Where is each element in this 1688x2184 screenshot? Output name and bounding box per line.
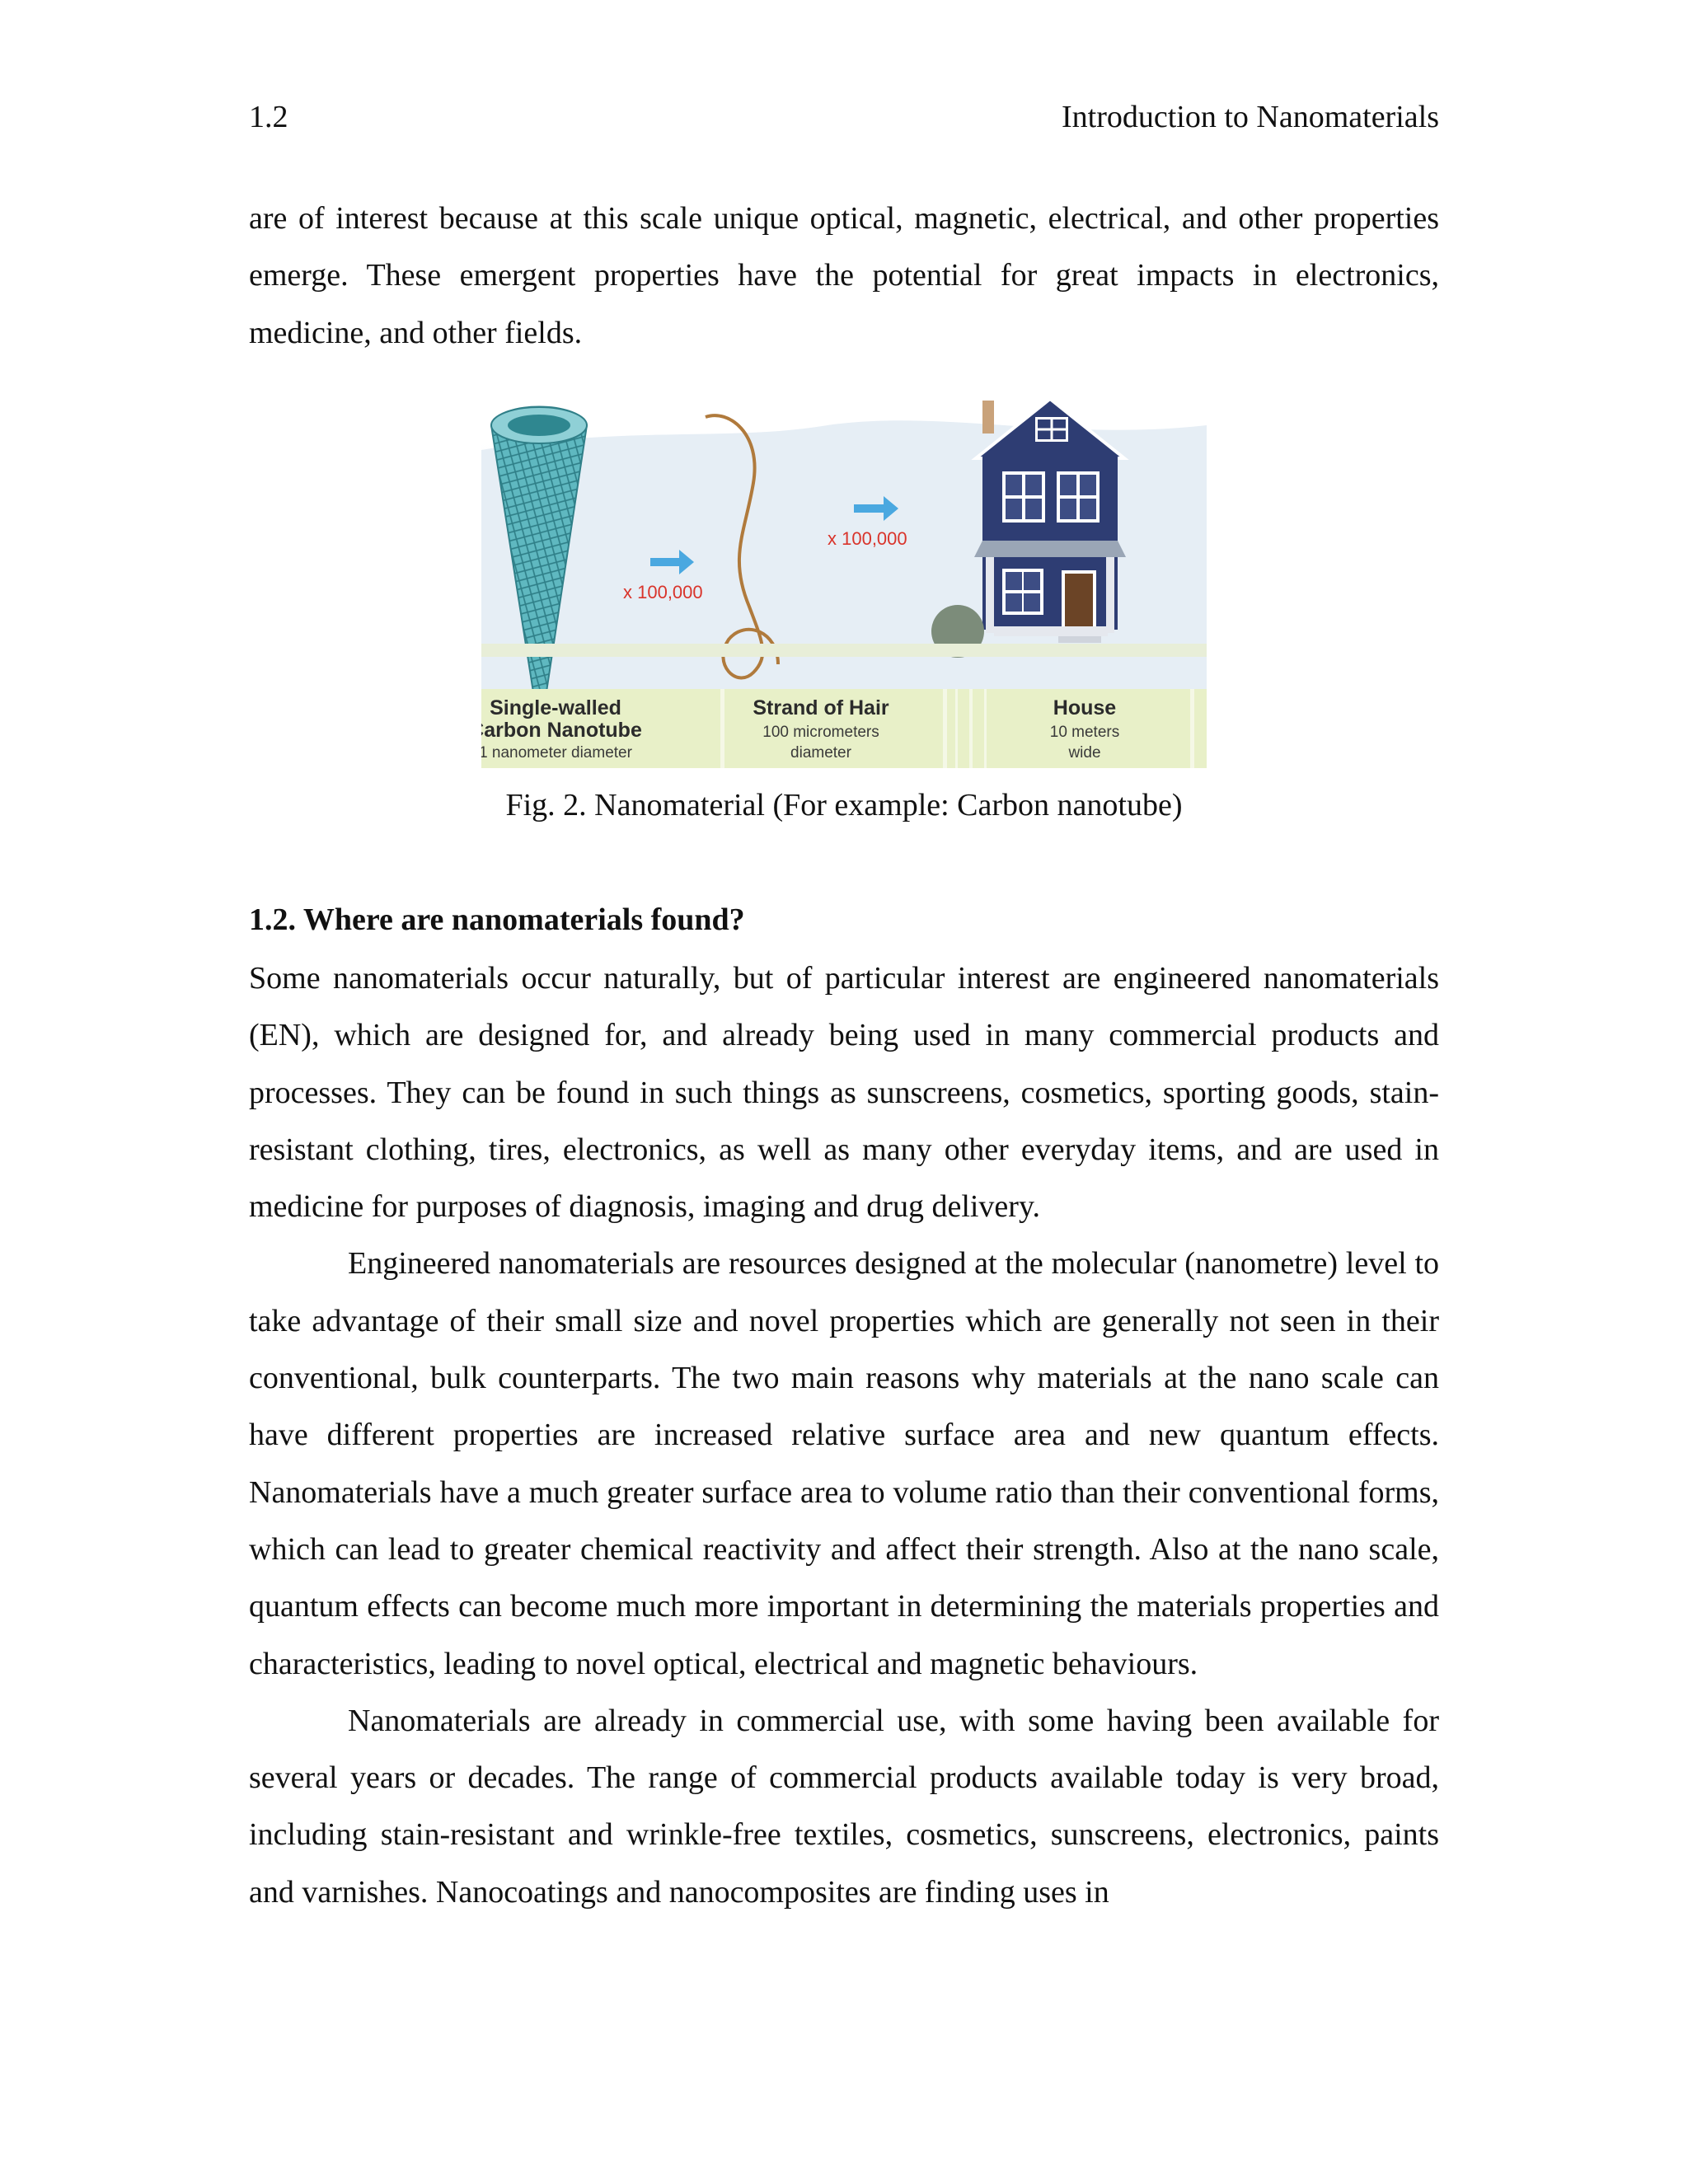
figure-label-subtitle: wide	[1068, 744, 1101, 762]
ground-strip	[481, 644, 1207, 657]
figure-caption: Fig. 2. Nanomaterial (For example: Carbon nanotube)	[505, 788, 1183, 823]
paragraph: are of interest because at this scale unique optical, magnetic, electrical, and other properties emerge. These emergent properties have the potential for great impacts in electronics, medicine, and other fields.	[249, 201, 1439, 350]
figure-label-title: Single-walled	[490, 696, 621, 719]
running-title: Introduction to Nanomaterials	[1062, 100, 1439, 134]
figure-label-subtitle: 100 micrometers	[762, 724, 879, 741]
multiplier-label-1: x 100,000	[623, 582, 703, 602]
figure-label-subtitle: 1 nanometer diameter	[481, 744, 632, 762]
figure-label-title: House	[1053, 696, 1117, 719]
figure-label-title: Strand of Hair	[753, 696, 889, 719]
figure-label-subtitle: 10 meters	[1049, 724, 1120, 741]
running-header	[249, 99, 1439, 140]
section-heading: 1.2. Where are nanomaterials found?	[249, 902, 745, 937]
paragraph: Nanomaterials are already in commercial use, with some having been available for several years or decades. The range of commercial products available today is very broad, including stain-resistant and wrinkle-free textiles, cosmetics, sunscreens, electronics, paints and varnishes. Nanocoatings and nanocomposites are finding uses in	[249, 1703, 1439, 1910]
section-body	[249, 950, 1439, 1921]
figure-label-title: Carbon Nanotube	[481, 719, 642, 742]
figure-label-subtitle: diameter	[790, 744, 851, 762]
page-number: 1.2	[249, 100, 288, 134]
paragraph: Engineered nanomaterials are resources designed at the molecular (nanometre) level to take advantage of their small size and novel properties which are generally not seen in their conventional, bulk counterparts. The two main reasons why materials at the nano scale can have different properties are increased relative surface area and new quantum effects. Nanomaterials have a much greater surface area to volume ratio than their conventional forms, which can lead to greater chemical reactivity and affect their strength. Also at the nano scale, quantum effects can become much more important in determining the materials properties and characteristics, leading to novel optical, electrical and magnetic behaviours.	[249, 1246, 1439, 1681]
figure-nanoscale-comparison	[481, 392, 1207, 768]
intro-paragraph	[249, 190, 1439, 362]
figure-illustration	[481, 392, 1207, 768]
paragraph: Some nanomaterials occur naturally, but of particular interest are engineered nanomaterials (EN), which are designed for, and already being used in many commercial products and processes. They can be found in such things as sunscreens, cosmetics, sporting goods, stain-resistant clothing, tires, electronics, as well as many other everyday items, and are used in medicine for purposes of diagnosis, imaging and drug delivery.	[249, 961, 1439, 1225]
multiplier-label-2: x 100,000	[828, 528, 907, 549]
